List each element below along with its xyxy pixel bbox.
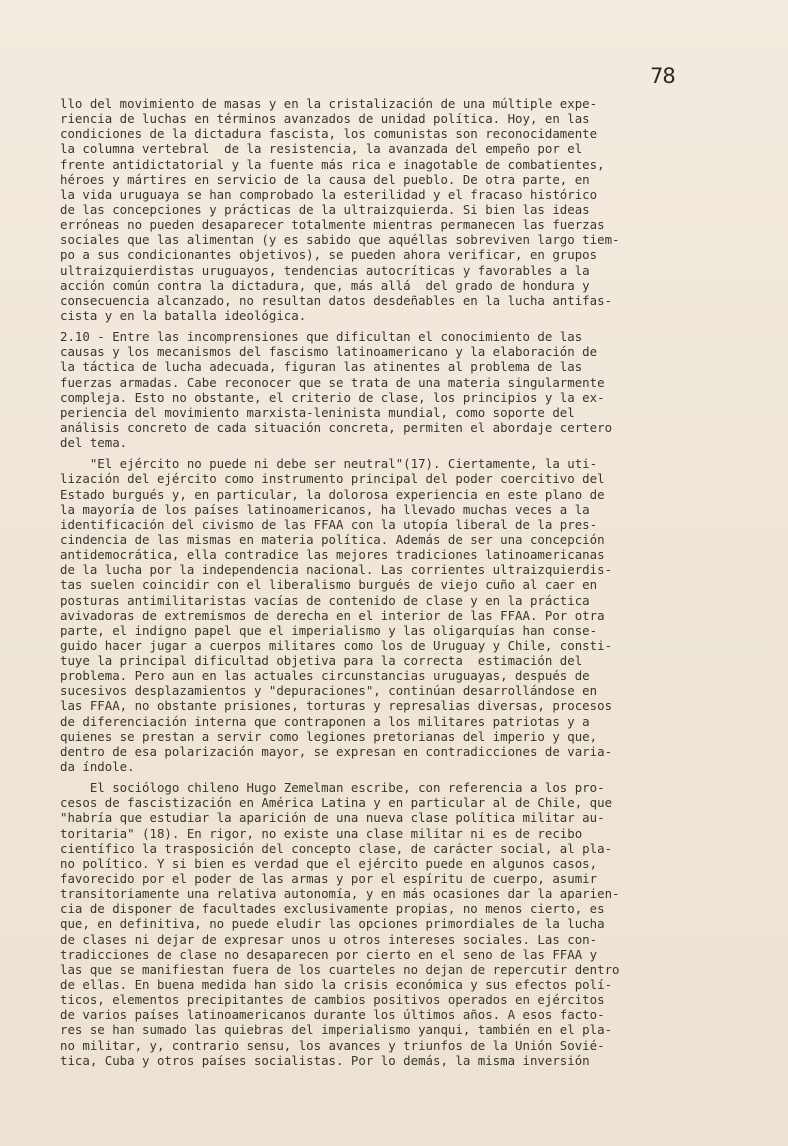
text-line: "El ejército no puede ni debe ser neutral"(17). Ciertamente, la uti- [60,456,598,472]
text-line: da índole. [60,759,135,775]
text-line: no militar, y, contrario sensu, los avances y triunfos de la Unión Sovié- [60,1037,605,1053]
text-line: tradicciones de clase no desaparecen por cierto en el seno de las FFAA y [60,946,598,962]
text-line: frente antidictatorial y la fuente más rica e inagotable de combatientes, [60,156,605,172]
text-line: problema. Pero aun en las actuales circunstancias uruguayas, después de [60,668,590,684]
text-line: periencia del movimiento marxista-leninista mundial, como soporte del [60,404,575,420]
text-line: que, en definitiva, no puede eludir las opciones primordiales de la lucha [60,916,605,932]
text-line: las FFAA, no obstante prisiones, torturas y represalias diversas, procesos [60,698,613,714]
text-line: las que se manifiestan fuera de los cuarteles no dejan de repercutir dentro [60,961,620,977]
text-line: Estado burgués y, en particular, la dolorosa experiencia en este plano de [60,486,605,502]
paragraph-3 [60,456,740,774]
text-line: cista y en la batalla ideológica. [60,307,307,323]
text-line: lización del ejército como instrumento principal del poder coercitivo del [60,471,605,487]
text-line: ticos, elementos precipitantes de cambios positivos operados en ejércitos [60,992,605,1008]
text-line: guido hacer jugar a cuerpos militares como los de Uruguay y Chile, consti- [60,637,613,653]
text-line: análisis concreto de cada situación concreta, permiten el abordaje certero [60,419,613,435]
text-line: antidemocrática, ella contradice las mejores tradiciones latinoamericanas [60,547,605,563]
text-line: llo del movimiento de masas y en la cristalización de una múltiple expe- [60,96,598,111]
paragraph-2 [60,329,740,450]
text-line: dentro de esa polarización mayor, se expresan en contradicciones de varia- [60,743,613,759]
text-line: toritaria" (18). En rigor, no existe una clase militar ni es de recibo [60,825,583,841]
page-number: 78 [650,64,675,88]
text-line: tas suelen coincidir con el liberalismo burgués de viejo cuño al caer en [60,577,598,593]
text-line: la columna vertebral de la resistencia, la avanzada del empeño por el [60,141,583,157]
text-line: favorecido por el poder de las armas y por el espíritu de cuerpo, asumir [60,871,598,887]
text-line: la mayoría de los países latinoamericanos, ha llevado muchas veces a la [60,501,590,517]
text-line: tuye la principal dificultad objetiva para la correcta estimación del [60,653,583,669]
text-line: posturas antimilitaristas vacías de contenido de clase y en la práctica [60,592,590,608]
text-line: científico la trasposición del concepto clase, de carácter social, al pla- [60,840,613,856]
text-line: de ellas. En buena medida han sido la crisis económica y sus efectos polí- [60,977,613,993]
text-line: de clases ni dejar de expresar unos u otros intereses sociales. Las con- [60,931,598,947]
text-line: avivadoras de extremismos de derecha en el interior de las FFAA. Por otra [60,607,605,623]
text-line: condiciones de la dictadura fascista, los comunistas son reconocidamente [60,126,598,142]
text-line: acción común contra la dictadura, que, más allá del grado de hondura y [60,277,590,293]
text-line: El sociólogo chileno Hugo Zemelman escribe, con referencia a los pro- [60,780,605,796]
paragraph-4 [60,780,740,1068]
text-line: parte, el indigno papel que el imperialismo y las oligarquías han conse- [60,622,598,638]
text-line: identificación del civismo de las FFAA con la utopía liberal de la pres- [60,516,598,532]
text-line: de las concepciones y prácticas de la ultraizquierda. Si bien las ideas [60,201,590,217]
text-line: ultraizquierdistas uruguayos, tendencias autocríticas y favorables a la [60,262,590,278]
text-line: cindencia de las mismas en materia política. Además de ser una concepción [60,531,605,547]
text-line: cesos de fascistización en América Latina y en particular al de Chile, que [60,795,613,811]
paragraph-1 [60,96,740,323]
text-line: compleja. Esto no obstante, el criterio de clase, los principios y la ex- [60,389,605,405]
text-line: de la lucha por la independencia nacional. Las corrientes ultraizquierdis- [60,562,613,578]
text-line: tica, Cuba y otros países socialistas. Por lo demás, la misma inversión [60,1052,590,1068]
text-line: consecuencia alcanzado, no resultan datos desdeñables en la lucha antifas- [60,292,613,308]
text-line: po a sus condicionantes objetivos), se pueden ahora verificar, en grupos [60,247,598,263]
text-line: de varios países latinoamericanos durante los últimos años. A esos facto- [60,1007,605,1023]
text-line: la vida uruguaya se han comprobado la esterilidad y el fracaso histórico [60,186,598,202]
text-line: "habría que estudiar la aparición de una nueva clase política militar au- [60,810,605,826]
text-line: de diferenciación interna que contraponen a los militares patriotas y a [60,713,590,729]
text-line: fuerzas armadas. Cabe reconocer que se trata de una materia singularmente [60,374,605,390]
text-line: del tema. [60,435,128,451]
text-line: sociales que las alimentan (y es sabido que aquéllas sobreviven largo tiem- [60,232,620,248]
text-line: quienes se prestan a servir como legiones pretorianas del imperio y que, [60,728,598,744]
body-text [60,96,740,1068]
text-line: riencia de luchas en términos avanzados de unidad política. Hoy, en las [60,111,590,127]
text-line: causas y los mecanismos del fascismo latinoamericano y la elaboración de [60,344,598,360]
text-line: transitoriamente una relativa autonomía, y en más ocasiones dar la aparien- [60,886,620,902]
text-line: la táctica de lucha adecuada, figuran las atinentes al problema de las [60,359,583,375]
text-line: sucesivos desplazamientos y "depuraciones", continúan desarrollándose en [60,683,598,699]
text-line: no político. Y si bien es verdad que el ejército puede en algunos casos, [60,855,598,871]
text-line: res se han sumado las quiebras del imperialismo yanqui, también en el pla- [60,1022,613,1038]
text-line: 2.10 - Entre las incomprensiones que dificultan el conocimiento de las [60,329,583,345]
text-line: cia de disponer de facultades exclusivamente propias, no menos cierto, es [60,901,605,917]
text-line: héroes y mártires en servicio de la causa del pueblo. De otra parte, en [60,171,590,187]
text-line: erróneas no pueden desaparecer totalmente mientras permanecen las fuerzas [60,217,605,233]
